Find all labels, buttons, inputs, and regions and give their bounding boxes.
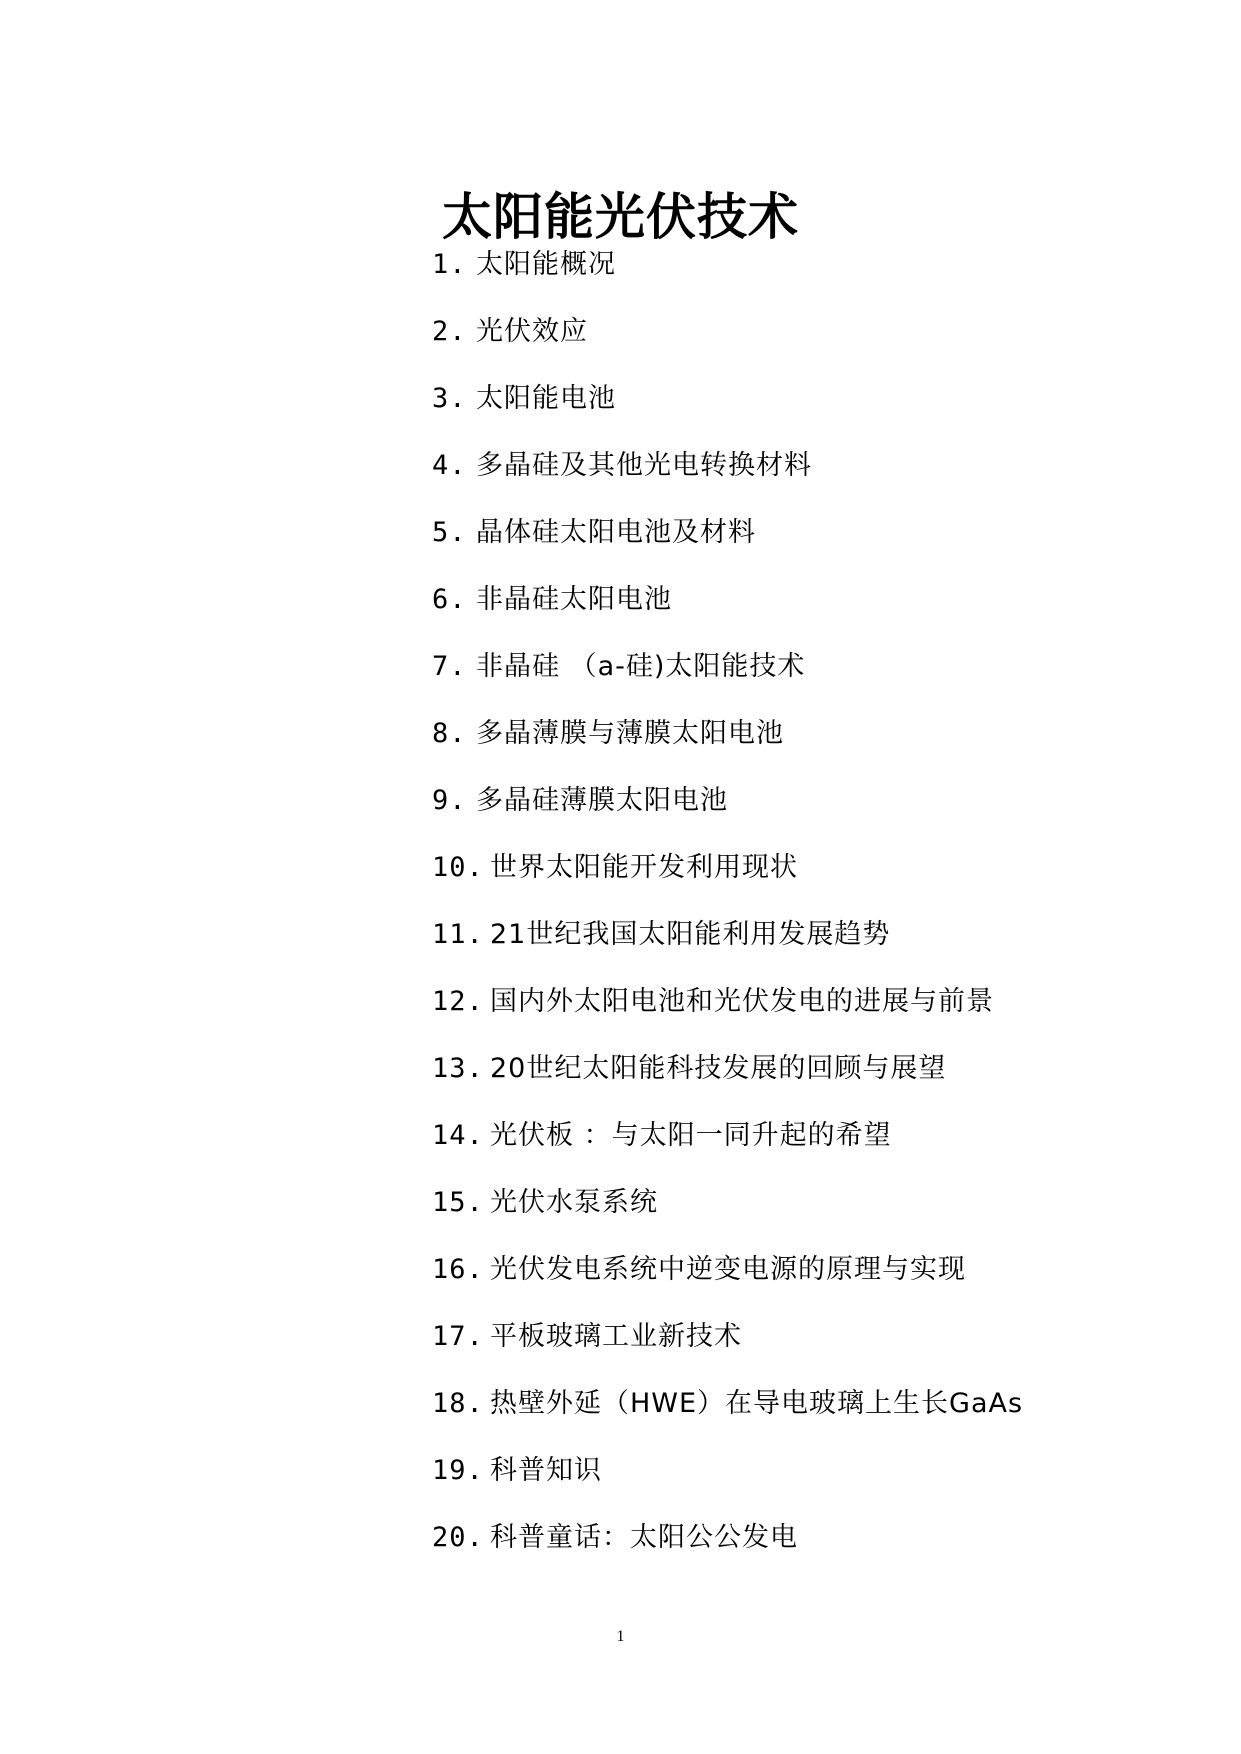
toc-item-number: 10.: [432, 852, 484, 883]
toc-item: [432, 446, 1023, 513]
toc-item-number: 14.: [432, 1120, 484, 1151]
toc-item-text: 光伏板 ：与太阳一同升起的希望: [490, 1120, 892, 1151]
toc-item-number: 4.: [432, 450, 467, 481]
toc-item-text: 热壁外延（HWE）在导电玻璃上生长GaAs: [490, 1388, 1024, 1419]
toc-item-text: 国内外太阳电池和光伏发电的进展与前景: [490, 986, 994, 1017]
toc-item-text: 晶体硅太阳电池及材料: [476, 517, 756, 548]
table-of-contents: [432, 245, 1023, 1585]
toc-item-number: 11.: [432, 919, 484, 950]
toc-item-text: 非晶硅太阳电池: [476, 584, 672, 615]
toc-item: [432, 982, 1023, 1049]
toc-item-text: 21世纪我国太阳能利用发展趋势: [490, 919, 891, 950]
toc-item-number: 5.: [432, 517, 467, 548]
toc-item-text: 光伏效应: [476, 316, 588, 347]
toc-item-number: 18.: [432, 1388, 484, 1419]
toc-item-text: 科普知识: [490, 1455, 602, 1486]
toc-item-number: 7.: [432, 651, 467, 682]
toc-item-number: 17.: [432, 1321, 484, 1352]
toc-item-text: 平板玻璃工业新技术: [490, 1321, 742, 1352]
toc-item: [432, 513, 1023, 580]
toc-item: [432, 580, 1023, 647]
toc-item-number: 20.: [432, 1522, 484, 1553]
toc-item: [432, 714, 1023, 781]
toc-item-number: 13.: [432, 1053, 484, 1084]
toc-item-text: 光伏水泵系统: [490, 1187, 658, 1218]
toc-item-text: 光伏发电系统中逆变电源的原理与实现: [490, 1254, 966, 1285]
toc-item-text: 多晶薄膜与薄膜太阳电池: [476, 718, 784, 749]
toc-item: [432, 245, 1023, 312]
page-number: 1: [616, 1628, 625, 1645]
toc-item-text: 太阳能概况: [476, 249, 616, 280]
toc-item-number: 19.: [432, 1455, 484, 1486]
toc-item-number: 9.: [432, 785, 467, 816]
toc-item-number: 1.: [432, 249, 467, 280]
toc-item-text: 多晶硅及其他光电转换材料: [476, 450, 812, 481]
toc-item: [432, 1384, 1023, 1451]
toc-item: [432, 379, 1023, 446]
toc-item: [432, 1049, 1023, 1116]
toc-item: [432, 1183, 1023, 1250]
toc-item-number: 8.: [432, 718, 467, 749]
toc-item-number: 3.: [432, 383, 467, 414]
toc-item-number: 15.: [432, 1187, 484, 1218]
toc-item-text: 20世纪太阳能科技发展的回顾与展望: [490, 1053, 947, 1084]
toc-item-number: 12.: [432, 986, 484, 1017]
toc-item-text: 非晶硅 （a-硅)太阳能技术: [476, 651, 806, 682]
toc-item-text: 多晶硅薄膜太阳电池: [476, 785, 728, 816]
toc-item: [432, 1116, 1023, 1183]
toc-item-text: 世界太阳能开发利用现状: [490, 852, 798, 883]
toc-item-number: 6.: [432, 584, 467, 615]
toc-item: [432, 1250, 1023, 1317]
toc-item: [432, 915, 1023, 982]
toc-item: [432, 1317, 1023, 1384]
toc-item: [432, 647, 1023, 714]
toc-item: [432, 1451, 1023, 1518]
toc-item-text: 科普童话：太阳公公发电: [490, 1522, 798, 1553]
toc-item: [432, 848, 1023, 915]
toc-item-number: 16.: [432, 1254, 484, 1285]
toc-item-number: 2.: [432, 316, 467, 347]
document-title: 太阳能光伏技术: [442, 187, 799, 246]
toc-item: [432, 312, 1023, 379]
toc-item-text: 太阳能电池: [476, 383, 616, 414]
toc-item: [432, 1518, 1023, 1585]
toc-item: [432, 781, 1023, 848]
